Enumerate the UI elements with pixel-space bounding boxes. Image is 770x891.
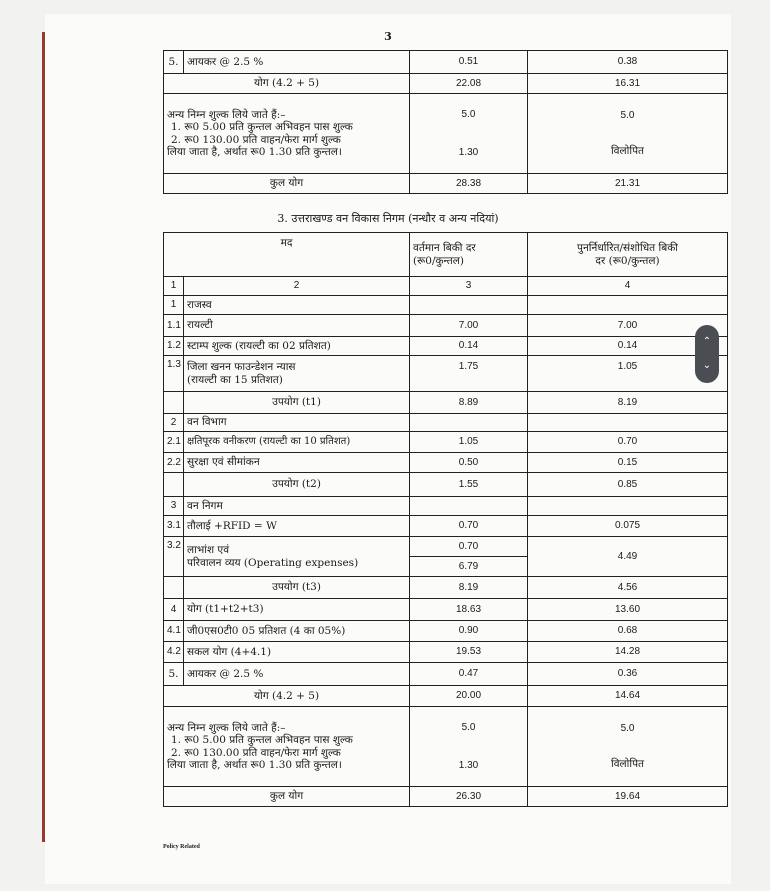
table-row [164,414,728,432]
item-cell: आयकर @ 2.5 % [184,51,410,74]
serial-cell: 2.2 [164,453,184,473]
serial-cell: 2.1 [164,432,184,453]
fees-note [164,707,410,787]
revised-rate-cell [528,497,728,516]
revised-rate-cell: 0.14 [528,337,728,356]
table-row [164,337,728,356]
current-rate-cell: 0.51 [410,51,528,74]
item-cell [184,537,410,577]
serial-cell: 3 [164,497,184,516]
table-row [164,497,728,516]
revised-rate-cell: 0.36 [528,663,728,686]
subtotal-row [164,686,728,707]
table-row [164,296,728,315]
table-row [164,621,728,642]
header-revised-line-2: दर (रू0/कुन्तल) [595,254,660,267]
fees-line-1: 1. रू0 5.00 प्रति कुन्तल अभिवहन पास शुल्क [171,734,353,747]
header-revised [528,233,728,277]
current-rate-cell: 1.75 [410,356,528,392]
serial-cell [164,392,184,414]
item-cell: वन निगम [184,497,410,516]
column-number-row [164,277,728,296]
col-num-1: 1 [164,277,184,296]
serial-cell: 4.1 [164,621,184,642]
serial-cell: 5. [164,51,184,74]
fees-revised-cell [528,94,728,174]
header-current [410,233,528,277]
revised-rate-cell: 0.70 [528,432,728,453]
item-cell: सकल योग (4+4.1) [184,642,410,663]
revised-rate-cell: 4.56 [528,577,728,599]
table-row [164,74,728,94]
header-row [164,233,728,277]
col-num-4: 4 [528,277,728,296]
subtotal-row [164,392,728,414]
serial-cell: 3.1 [164,516,184,537]
current-rate-cell: 19.53 [410,642,528,663]
fees-current-cell [410,94,528,174]
item-line-1: लाभांश एवं [187,544,230,557]
current-rate-cell: 6.79 [410,557,528,577]
document-page [45,14,731,884]
revised-rate-cell: 8.19 [528,392,728,414]
revised-rate-cell: 0.85 [528,473,728,497]
fees-line-1: 1. रू0 5.00 प्रति कुन्तल अभिवहन पास शुल्क [171,121,353,134]
top-table [163,50,728,194]
current-rate-cell: 0.70 [410,516,528,537]
current-rate-cell: 0.70 [410,537,528,557]
current-rate-cell: 1.05 [410,432,528,453]
fees-line-2: 2. रू0 130.00 प्रति वाहन/फेरा मार्ग शुल्क [171,133,341,146]
item-cell: राजस्व [184,296,410,315]
item-cell: उपयोग (t1) [184,392,410,414]
fees-intro: अन्य निम्न शुल्क लिये जाते हैं:– [167,722,286,735]
revised-rate-cell: 0.075 [528,516,728,537]
current-rate-cell [410,296,528,315]
serial-cell: 3.2 [164,537,184,577]
serial-cell: 5. [164,663,184,686]
subtotal-row [164,577,728,599]
revised-rate-cell: 0.15 [528,453,728,473]
serial-cell [164,473,184,497]
revised-rate-cell: 0.68 [528,621,728,642]
serial-cell: 1.3 [164,356,184,392]
item-cell: योग (4.2 + 5) [164,686,410,707]
current-rate-cell [410,414,528,432]
fee-transit-revised: 5.0 [620,109,635,121]
total-row [164,787,728,807]
fee-transit-revised: 5.0 [620,722,635,734]
chevron-down-icon[interactable]: ⌄ [702,360,712,371]
item-line-2: परिवालन व्यय (Operating expenses) [187,556,359,569]
serial-cell [164,577,184,599]
item-cell: उपयोग (t3) [184,577,410,599]
total-revised: 19.64 [528,787,728,807]
header-revised-line-1: पुनर्निर्धारित/संशोधित बिकी [577,242,679,255]
fee-route-revised: विलोपित [610,145,645,158]
item-cell: रायल्टी [184,315,410,337]
fee-route-revised: विलोपित [610,758,645,771]
item-cell: वन विभाग [184,414,410,432]
subtotal-label: योग (4.2 + 5) [164,74,410,94]
item-cell: योग (t1+t2+t3) [184,599,410,621]
serial-cell: 4.2 [164,642,184,663]
item-cell: तौलाई +RFID = W [184,516,410,537]
current-rate-cell: 0.14 [410,337,528,356]
header-current-line-2: (रू0/कुन्तल) [413,254,464,267]
total-current: 26.30 [410,787,528,807]
table-row [164,356,728,392]
serial-cell: 1 [164,296,184,315]
current-rate-cell: 1.55 [410,473,528,497]
header-current-line-1: वर्तमान बिकी दर [413,242,476,255]
fees-current-cell [410,707,528,787]
serial-cell: 1.1 [164,315,184,337]
item-line-2: (रायल्टी का 15 प्रतिशत) [187,373,283,386]
current-rate-cell: 8.89 [410,392,528,414]
current-rate-cell: 0.47 [410,663,528,686]
total-label: कुल योग [164,174,410,194]
serial-cell: 2 [164,414,184,432]
subtotal-row [164,473,728,497]
fee-route-current: 1.30 [458,146,479,158]
fees-line-3: लिया जाता है, अर्थात रू0 1.30 प्रति कुन्तल। [167,758,342,771]
current-rate-cell [410,497,528,516]
current-rate-cell: 20.00 [410,686,528,707]
col-num-3: 3 [410,277,528,296]
revised-rate-cell: 1.05 [528,356,728,392]
fees-revised-cell [528,707,728,787]
fee-transit-current: 5.0 [461,722,476,733]
fees-line-3: लिया जाता है, अर्थात रू0 1.30 प्रति कुन्तल। [167,145,342,158]
revised-rate-cell: 7.00 [528,315,728,337]
col-num-2: 2 [184,277,410,296]
revised-rate-cell: 16.31 [528,74,728,94]
table-row [164,51,728,74]
current-rate-cell: 22.08 [410,74,528,94]
table-row [164,516,728,537]
page-scroll-control[interactable] [695,325,719,383]
serial-cell: 1.2 [164,337,184,356]
page-number: 3 [384,30,392,43]
rates-table [163,232,728,807]
revised-rate-cell: 0.38 [528,51,728,74]
table-row [164,453,728,473]
revised-rate-cell [528,414,728,432]
table-row [164,599,728,621]
revised-rate-cell: 14.28 [528,642,728,663]
total-current: 28.38 [410,174,528,194]
item-cell [184,356,410,392]
fees-intro: अन्य निम्न शुल्क लिये जाते हैं:– [167,109,286,122]
revised-rate-cell [528,296,728,315]
total-row [164,174,728,194]
table-row [164,537,728,557]
table-row [164,663,728,686]
fee-route-current: 1.30 [458,759,479,771]
current-rate-cell: 18.63 [410,599,528,621]
table-row [164,315,728,337]
item-cell: क्षतिपूरक वनीकरण (रायल्टी का 10 प्रतिशत) [184,432,410,453]
fees-row [164,94,728,174]
item-cell: सुरक्षा एवं सीमांकन [184,453,410,473]
revised-rate-cell: 4.49 [528,537,728,577]
fees-note [164,94,410,174]
section-title: 3. उत्तराखण्ड वन विकास निगम (नन्धौर व अन्य नदियां) [277,212,499,225]
fee-transit-current: 5.0 [461,109,476,120]
current-rate-cell: 0.90 [410,621,528,642]
item-cell: उपयोग (t2) [184,473,410,497]
current-rate-cell: 0.50 [410,453,528,473]
serial-cell: 4 [164,599,184,621]
table-row [164,642,728,663]
footer-note: Policy Related [163,844,200,850]
revised-rate-cell: 13.60 [528,599,728,621]
item-line-1: जिला खनन फाउन्डेशन न्यास [187,361,296,374]
current-rate-cell: 7.00 [410,315,528,337]
total-label: कुल योग [164,787,410,807]
item-cell: जी0एस0टी0 05 प्रतिशत (4 का 05%) [184,621,410,642]
current-rate-cell: 8.19 [410,577,528,599]
fees-row [164,707,728,787]
chevron-up-icon[interactable]: ⌃ [702,336,712,347]
fees-line-2: 2. रू0 130.00 प्रति वाहन/फेरा मार्ग शुल्क [171,746,341,759]
item-cell: स्टाम्प शुल्क (रायल्टी का 02 प्रतिशत) [184,337,410,356]
table-row [164,432,728,453]
header-item: मद [164,233,410,277]
item-cell: आयकर @ 2.5 % [184,663,410,686]
total-revised: 21.31 [528,174,728,194]
revised-rate-cell: 14.64 [528,686,728,707]
